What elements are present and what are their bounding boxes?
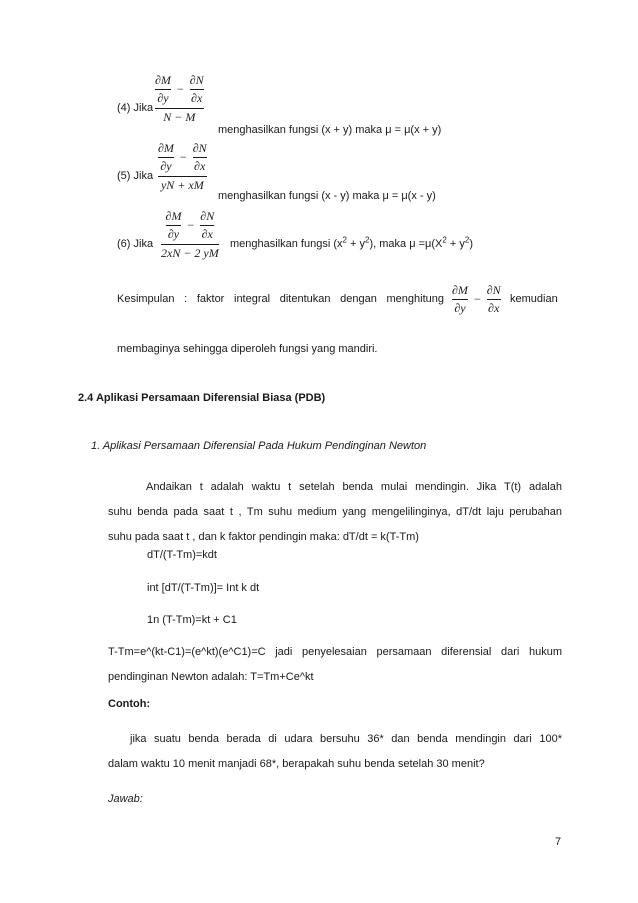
kesimpulan-kemudian: kemudian bbox=[510, 293, 558, 305]
contoh-line-1: jika suatu benda berada di udara bersuhu 36* dan benda mendingin dari 100* bbox=[130, 733, 562, 745]
paragraph-2-line-2: pendinginan Newton adalah: T=Tm+Ce^kt bbox=[108, 671, 314, 683]
item-5-denominator: yN + xM bbox=[160, 178, 204, 192]
dx-denominator: ∂x bbox=[201, 227, 213, 241]
dn-numerator: ∂N bbox=[200, 209, 215, 223]
item-5-text: menghasilkan fungsi (x - y) maka μ = μ(x - y) bbox=[218, 190, 436, 202]
item-5-label: (5) Jika bbox=[117, 170, 154, 182]
item-4-label: (4) Jika bbox=[117, 102, 154, 114]
contoh-label: Contoh: bbox=[108, 698, 151, 710]
paragraph-1-line-1: Andaikan t adalah waktu t setelah benda mulai mendingin. Jika T(t) adalah bbox=[146, 481, 562, 493]
dm-numerator: ∂M bbox=[158, 141, 174, 155]
equation-2: int [dT/(T-Tm)]= Int k dt bbox=[147, 582, 260, 594]
paragraph-2-line-1: T-Tm=e^(kt-C1)=(e^kt)(e^C1)=C jadi penyelesaian persamaan diferensial dari hukum bbox=[108, 646, 562, 658]
dx-denominator: ∂x bbox=[194, 159, 206, 173]
kesimpulan-line1: Kesimpulan : faktor integral ditentukan dengan menghitung bbox=[117, 293, 444, 305]
subheading: 1. Aplikasi Persamaan Diferensial Pada Hukum Pendinginan Newton bbox=[91, 440, 427, 452]
kesimpulan-line2: membaginya sehingga diperoleh fungsi yang mandiri. bbox=[117, 343, 378, 355]
item-4-formula: ∂M ∂y − ∂N ∂x N − M bbox=[155, 73, 204, 124]
dn-numerator: ∂N bbox=[189, 73, 204, 87]
dx-denominator: ∂x bbox=[191, 91, 203, 105]
equation-3: 1n (T-Tm)=kt + C1 bbox=[147, 614, 237, 626]
paragraph-1-line-2: suhu benda pada saat t , Tm suhu medium yang mengelilinginya, dT/dt laju perubahan bbox=[108, 506, 562, 518]
dy-denominator: ∂y bbox=[167, 227, 180, 241]
dy-denominator: ∂y bbox=[157, 91, 169, 105]
contoh-text bbox=[108, 727, 562, 777]
paragraph-2 bbox=[108, 640, 562, 690]
item-4-denominator: N − M bbox=[163, 110, 196, 124]
item-4-text: menghasilkan fungsi (x + y) maka μ = μ(x + y) bbox=[218, 124, 442, 136]
paragraph-1 bbox=[108, 475, 562, 550]
item-6-formula: ∂M ∂y − ∂N ∂x 2xN − 2 yM bbox=[161, 209, 219, 260]
item-5-formula: ∂M ∂y − ∂N ∂x yN + xM bbox=[158, 141, 207, 192]
dy-denominator: ∂y bbox=[160, 159, 172, 173]
kesimpulan-formula: ∂M ∂y − ∂N ∂x bbox=[452, 283, 501, 315]
page-number: 7 bbox=[555, 836, 562, 848]
item-6-denominator: 2xN − 2 yM bbox=[161, 246, 219, 260]
dm-numerator: ∂M bbox=[165, 209, 182, 223]
paragraph-1-line-3: suhu pada saat t , dan k faktor pendingin maka: dT/dt = k(T-Tm) bbox=[108, 531, 419, 543]
contoh-line-2: dalam waktu 10 menit manjadi 68*, berapakah suhu benda setelah 30 menit? bbox=[108, 758, 485, 770]
item-6-label: (6) Jika bbox=[117, 238, 154, 250]
item-6-text: menghasilkan fungsi $(x^2 + y^2)$, maka $\mu =\mu(X^2 + y^2)$ bbox=[230, 235, 473, 250]
dm-numerator: ∂M bbox=[155, 73, 171, 87]
section-heading: 2.4 Aplikasi Persamaan Diferensial Biasa (PDB) bbox=[78, 392, 326, 404]
dn-numerator: ∂N bbox=[192, 141, 207, 155]
jawab-label: Jawab: bbox=[108, 793, 143, 805]
equation-1: dT/(T-Tm)=kdt bbox=[147, 549, 217, 561]
